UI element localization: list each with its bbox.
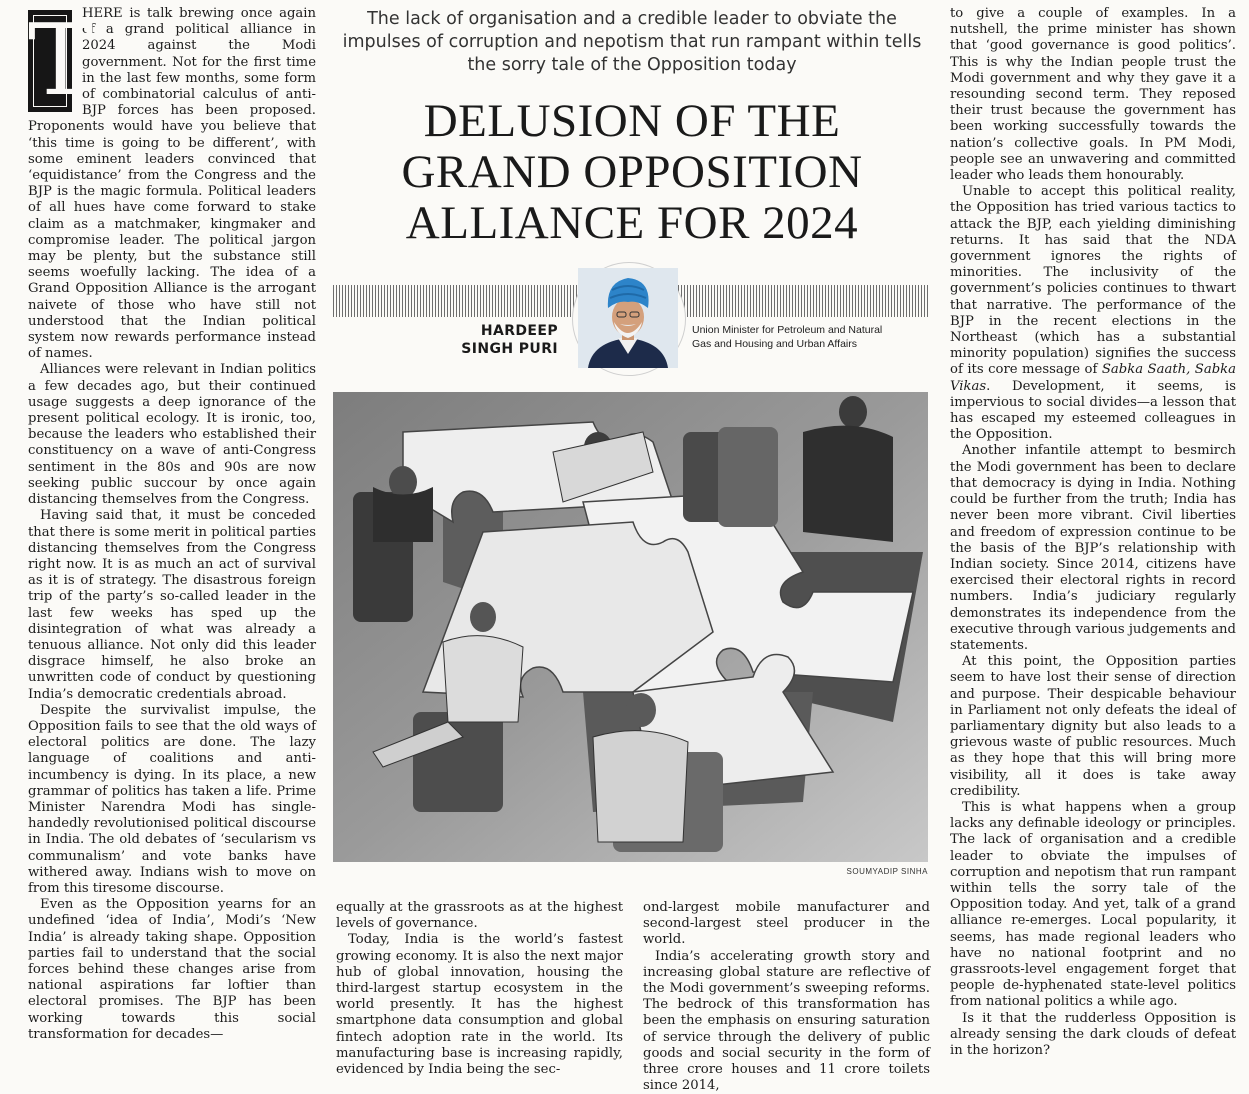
author-photo xyxy=(578,268,678,368)
cartoon-illustration xyxy=(333,392,928,862)
article-paragraph: Another infantile attempt to besmirch the Modi government has been to declare that democracy is dying in India. Nothing could be further from the truth; India has never been more vibrant. Civil liberties and freedom of expression continue to be the basis of the BJP’s relationship with Indian society. Since 2014, citizens have exercised their electoral rights in record numbers. India’s judiciary regularly demonstrates its independence from the executive through various judgements and statements. xyxy=(950,443,1236,653)
author-name: HARDEEP SINGH PURI xyxy=(461,323,558,357)
article-paragraph: T HERE is talk brewing once again of a grand political alliance in 2024 against the Modi government. Not for the first time in the last few months, some form of combinatorial calculus of anti-BJP forces has been proposed. Proponents would have you believe that ‘this time is going to be different’, with some eminent leaders convinced that ‘equidistance’ from the Congress and the BJP is the magic formula. Political leaders of all hues have come forward to stake claim as a matchmaker, kingmaker and compromise leader. The political jargon may be plenty, but the substance still seems woefully lacking. The idea of a Grand Opposition Alliance is the arrogant naivete of those who have still not understood that the Indian political system now rewards performance instead of names. xyxy=(28,4,316,362)
article-paragraph: At this point, the Opposition parties seem to have lost their sense of direction and purpose. Their despicable behaviour in Parliament not only defeats the ideal of parliamentary dignity but also leads to a grievous waste of public resources. Much as they hope that this will bring more visibility, all it does is take away credibility. xyxy=(950,654,1236,799)
article-paragraph: to give a couple of examples. In a nutshell, the prime minister has shown that ‘good governance is good politics’. This is why the Indian people trust the Modi government and why they gave it a resounding second term. They reposed their trust because the government has been working successfully towards the nation’s collective goals. In PM Modi, people see an unwavering and committed leader who leads them honourably. xyxy=(950,6,1236,184)
article-paragraph: Unable to accept this political reality, the Opposition has tried various tactics to attack the BJP, each yielding diminishing returns. It has said that the NDA government ignores the rights of minorities. The inclusivity of the government’s policies continues to thwart that narrative. The performance of the BJP in the recent elections in the Northeast (which has a substantial minority population) signifies the success of its core message of Sabka Saath, Sabka Vikas. Development, it seems, is impervious to social divides—a lesson that has escaped my esteemed colleagues in the Opposition. xyxy=(950,184,1236,443)
article-column-right xyxy=(950,6,1236,1078)
article-paragraph: Today, India is the world’s fastest growing economy. It is also the next major hub of global innovation, housing the third-largest startup ecosystem in the world presently. It has the highest smartphone data consumption and global fintech adoption rate in the world. Its manufacturing base is increasing rapidly, evidenced by India being the sec- xyxy=(336,932,623,1078)
article-paragraph: Despite the survivalist impulse, the Opposition fails to see that the old ways of electoral politics are done. The lazy language of coalitions and anti-incumbency is dying. In its place, a new grammar of politics has taken a life. Prime Minister Narendra Modi has single-handedly revolutionised political discourse in India. The old debates of ‘secularism vs communalism’ and vote banks have withered away. Indians wish to move on from this tiresome discourse. xyxy=(28,702,316,896)
article-paragraph: Having said that, it must be conceded that there is some merit in political parties distancing themselves from the Congress right now. It is as much an act of survival as it is of strategy. The disastrous foreign trip of the party’s so-called leader in the last few weeks has sped up the disintegration of what was already a tenuous alliance. Not only did this leader disgrace himself, he also broke an unwritten code of conduct by questioning India’s democratic credentials abroad. xyxy=(28,508,316,702)
article-column-middle-1 xyxy=(336,900,623,1078)
article-paragraph: equally at the grassroots as at the highest levels of governance. xyxy=(336,900,623,932)
drop-cap: T xyxy=(28,4,94,118)
article-paragraph: Alliances were relevant in Indian politics a few decades ago, but their continued usage suggests a deep ignorance of the present political ecology. It is ironic, too, because the leaders who established their constituency on a wave of anti-Congress sentiment in the 80s and 90s are now seeking public succour by once again distancing themselves from the Congress. xyxy=(28,362,316,508)
article-deck: The lack of organisation and a credible leader to obviate the impulses of corruption and nepotism that run rampant within tells the sorry tale of the Opposition today xyxy=(342,9,922,75)
article-paragraph: Is it that the rudderless Opposition is already sensing the dark clouds of defeat in the horizon? xyxy=(950,1010,1236,1058)
slogan-text: Sabka Saath, Sabka Vikas xyxy=(950,362,1236,394)
article-column-middle-2 xyxy=(643,900,930,1094)
article-headline: DELUSION OF THE GRAND OPPOSITION ALLIANCE FOR 2024 xyxy=(401,95,863,249)
article-paragraph: Even as the Opposition yearns for an undefined ‘idea of India’, Modi’s ‘New India’ is already taking shape. Opposition parties fail to understand that the social forces behind these changes arise from national aspirations far loftier than electoral promises. The BJP has been working towards this social transformation for decades— xyxy=(28,897,316,1042)
article-paragraph: This is what happens when a group lacks any definable ideology or principles. The lack of organisation and a credible leader to obviate the impulses of corruption and nepotism that run rampant within tells the sorry tale of the Opposition today. And yet, talk of a grand alliance re-emerges. Local popularity, it seems, has made regional leaders who have no national footprint and no grassroots-level engagement forget that people de-hyphenated state-level politics from national politics a while ago. xyxy=(950,799,1236,1010)
article-paragraph: ond-largest mobile manufacturer and second-largest steel producer in the world. xyxy=(643,900,930,948)
illustration-credit: SOUMYADIP SINHA xyxy=(846,867,928,876)
author-title: Union Minister for Petroleum and Natural Gas and Housing and Urban Affairs xyxy=(692,324,883,350)
article-paragraph: India’s accelerating growth story and increasing global stature are reflective of the Modi government’s sweeping reforms. The bedrock of this transformation has been the emphasis on ensuring saturation of service through the delivery of public goods and social security in the form of three crore houses and 11 crore toilets since 2014, xyxy=(643,948,930,1094)
article-column-left xyxy=(28,6,316,1078)
